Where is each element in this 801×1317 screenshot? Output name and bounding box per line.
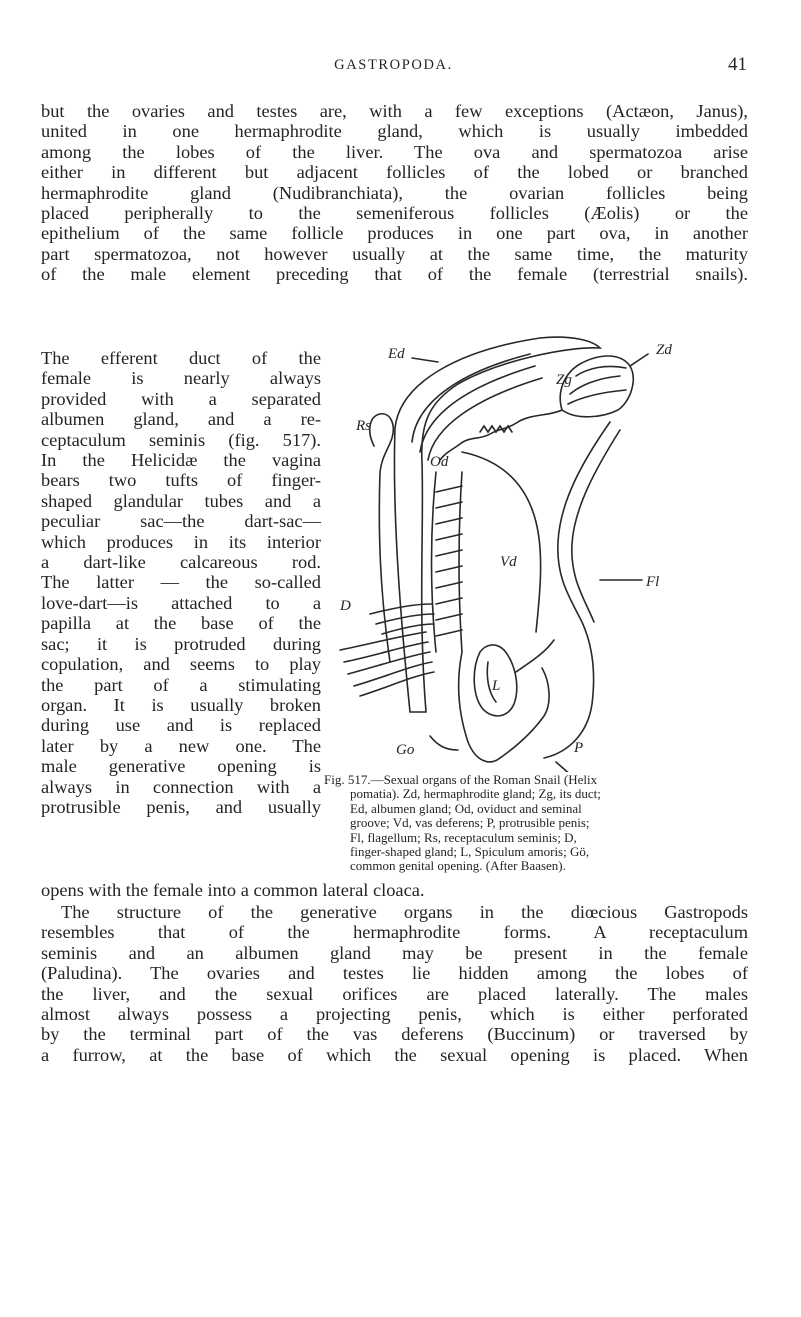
caption-line: finger-shaped gland; L, Spiculum amoris; Gö,	[350, 844, 590, 860]
caption-line: Fl, flagellum; Rs, receptaculum seminis; D,	[350, 829, 577, 845]
vagina	[459, 652, 500, 762]
text-line: love-dart—is attached to a	[41, 592, 321, 613]
text-line: which produces in its interior	[41, 531, 321, 552]
text-line: copulation, and seems to play	[41, 654, 321, 675]
label-od: Od	[430, 454, 449, 470]
leader-line	[556, 762, 572, 772]
anatomy-illustration	[330, 332, 750, 772]
leader-line	[412, 358, 438, 362]
text-line: part spermatozoa, not however usually at the same time, the maturity	[41, 243, 748, 264]
label-l: L	[492, 678, 501, 694]
snail-sexual-organs-figure	[330, 332, 750, 772]
running-header	[40, 54, 747, 81]
text-line: The latter — the so-called	[41, 572, 321, 593]
running-title: GASTROPODA.	[334, 57, 453, 73]
text-line: united in one hermaphrodite gland, which is usually imbedded	[41, 121, 748, 142]
figure-labels	[339, 342, 672, 758]
text-line: albumen gland, and a re-	[41, 409, 321, 430]
text-line: The efferent duct of the	[41, 348, 321, 368]
text-line: papilla at the base of the	[41, 613, 321, 634]
text-line: bears two tufts of finger-	[41, 470, 321, 491]
text-line: female is nearly always	[41, 368, 321, 389]
hermaphrodite-duct-coil	[480, 426, 512, 432]
text-line: In the Helicidæ the vagina	[41, 450, 321, 471]
text-line: (Paludina). The ovaries and testes lie hidden among the lobes of	[41, 963, 748, 984]
text-line: opens with the female into a common lateral cloaca.	[41, 880, 425, 900]
label-zg: Zg	[556, 372, 572, 388]
text-line: shaped glandular tubes and a	[41, 490, 321, 511]
text-line: the liver, and the sexual orifices are placed laterally. The males	[41, 983, 748, 1004]
flagellum	[544, 422, 610, 758]
caption-line: common genital opening. (After Baasen).	[350, 858, 566, 874]
text-line: among the lobes of the liver. The ova and spermatozoa arise	[41, 141, 748, 162]
text-line: hermaphrodite gland (Nudibranchiata), the ovarian follicles being	[41, 182, 748, 203]
oviduct-folds	[436, 486, 462, 636]
text-line: seminis and an albumen gland may be present in the female	[41, 942, 748, 963]
leader-line	[630, 354, 648, 366]
paragraph-1-last-line	[41, 880, 748, 900]
text-line: peculiar sac—the dart-sac—	[41, 511, 321, 532]
paragraph-1-narrow-column	[41, 348, 321, 817]
text-line: organ. It is usually broken	[41, 694, 321, 715]
text-line: protrusible penis, and usually	[41, 796, 321, 817]
flagellum-inner	[572, 430, 620, 622]
text-line: The structure of the generative organs in the diœcious Gastropods	[61, 902, 748, 922]
text-line: a furrow, at the base of which the sexual opening is placed. When	[41, 1044, 748, 1065]
text-line: but the ovaries and testes are, with a few exceptions (Actæon, Janus),	[41, 101, 748, 121]
label-rs: Rs	[356, 418, 371, 434]
caption-line: Fig. 517.—Sexual organs of the Roman Snail (Helix	[324, 772, 598, 787]
paragraph-2	[41, 902, 748, 1065]
label-zd: Zd	[656, 342, 672, 358]
text-line: almost always possess a projecting penis, which is either perforated	[41, 1004, 748, 1025]
text-line: resembles that of the hermaphrodite forms. A receptaculum	[41, 922, 748, 943]
label-fl: Fl	[646, 574, 660, 590]
text-line: either in different but adjacent follicles of the lobed or branched	[41, 162, 748, 183]
penis-retractor	[516, 640, 554, 672]
text-line: ceptaculum seminis (fig. 517).	[41, 429, 321, 450]
text-line: epithelium of the same follicle produces in one part ova, in another	[41, 223, 748, 244]
text-line: of the male element preceding that of the female (terrestrial snails).	[41, 264, 748, 285]
text-line: provided with a separated	[41, 388, 321, 409]
text-line: during use and is replaced	[41, 715, 321, 736]
caption-line: groove; Vd, vas deferens; P, protrusible penis;	[350, 815, 590, 831]
hermaphrodite-gland-lobules	[568, 366, 626, 404]
text-line: by the terminal part of the vas deferens (Buccinum) or traversed by	[41, 1024, 748, 1045]
caption-line: pomatia). Zd, hermaphrodite gland; Zg, its duct;	[350, 786, 601, 802]
label-ed: Ed	[388, 346, 405, 362]
label-p: P	[574, 740, 584, 756]
label-d: D	[340, 598, 351, 614]
text-line: placed peripherally to the semeniferous follicles (Æolis) or the	[41, 203, 748, 224]
text-line: a dart-like calcareous rod.	[41, 552, 321, 573]
text-line: sac; it is protruded during	[41, 633, 321, 654]
genital-opening	[430, 736, 458, 750]
vas-deferens	[462, 452, 541, 632]
paragraph-1-full-width	[41, 101, 748, 285]
text-line: the part of a stimulating	[41, 674, 321, 695]
caption-line: Ed, albumen gland; Od, oviduct and seminal	[350, 800, 582, 816]
text-line: later by a new one. The	[41, 735, 321, 756]
receptaculum-seminis	[370, 414, 394, 662]
label-go: Go	[396, 742, 415, 758]
figure-caption	[324, 773, 750, 874]
albumen-gland	[394, 337, 600, 712]
oviduct	[432, 472, 463, 652]
text-line: male generative opening is	[41, 756, 321, 777]
text-line: always in connection with a	[41, 776, 321, 797]
label-vd: Vd	[500, 554, 517, 570]
page-number: 41	[728, 54, 747, 75]
organ-outlines	[340, 337, 648, 772]
